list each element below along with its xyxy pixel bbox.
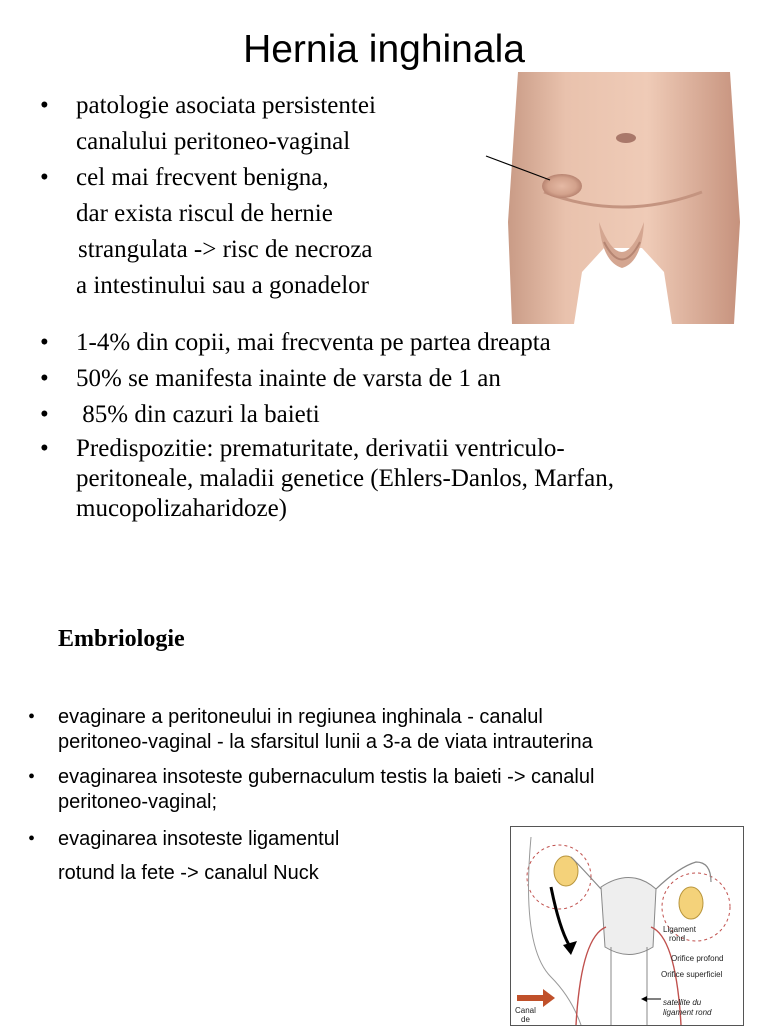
diagram-label-rond: rond (669, 934, 686, 943)
bullet-line: evaginarea insoteste ligamentul (58, 828, 340, 850)
stat-bullet-4 (40, 434, 614, 524)
diagram-label-orifice-superficiel: Orifice superficiel (661, 970, 723, 979)
bullet-dot: • (40, 401, 49, 428)
bullet-line: mucopolizaharidoze) (76, 495, 288, 522)
diagram-label-satellite: satellite du (663, 998, 702, 1007)
embryo-bullet-2 (28, 765, 594, 815)
bullet-line: 85% din cazuri la baieti (76, 401, 320, 428)
bullet-line: rotund la fete -> canalul Nuck (58, 862, 319, 884)
embryo-bullet-3 (28, 822, 339, 890)
stat-bullet-1 (40, 328, 551, 358)
stat-bullet-2 (40, 364, 501, 394)
bullet-line: canalului peritoneo-vaginal (76, 128, 351, 155)
uterus-ligament-illustration (511, 827, 743, 1025)
stat-bullet-3 (40, 400, 320, 430)
bullet-dot: • (40, 365, 49, 392)
intro-bullet-2 (40, 160, 373, 304)
bullet-dot: • (40, 435, 49, 462)
diagram-label-canal: Canal (515, 1006, 536, 1015)
diagram-label-orifice-profond: Orifice profond (671, 954, 724, 963)
slide-title: Hernia inghinala (243, 28, 525, 71)
bullet-line: patologie asociata persistentei (76, 92, 376, 119)
pointer-line (480, 150, 560, 190)
bullet-line: strangulata -> risc de necroza (78, 236, 373, 263)
bullet-line: evaginare a peritoneului in regiunea inghinala - canalul (58, 706, 543, 728)
bullet-dot: • (28, 828, 36, 850)
bullet-line: evaginarea insoteste gubernaculum testis la baieti -> canalul (58, 766, 595, 788)
bullet-line: Predispozitie: prematuritate, derivatii ventriculo- (76, 435, 565, 462)
embryology-heading: Embriologie (58, 626, 185, 652)
diagram-label-ligament: Ligament (663, 925, 696, 934)
bullet-line: peritoneo-vaginal; (58, 791, 217, 813)
bullet-dot: • (28, 766, 36, 788)
bullet-line: peritoneale, maladii genetice (Ehlers-Danlos, Marfan, (76, 465, 614, 492)
bullet-dot: • (28, 706, 36, 728)
bullet-line: dar exista riscul de hernie (76, 200, 333, 227)
abdomen-illustration (504, 72, 742, 324)
diagram-label-ligament-rond: ligament rond (663, 1008, 712, 1017)
bullet-dot: • (40, 164, 49, 191)
bullet-dot: • (40, 329, 49, 356)
bullet-line: 50% se manifesta inainte de varsta de 1 an (76, 365, 501, 392)
intro-bullet-1 (40, 88, 376, 160)
abdomen-photo (504, 72, 742, 324)
bullet-line: peritoneo-vaginal - la sfarsitul lunii a 3-a de viata intrauterina (58, 731, 593, 753)
diagram-label-de: de (521, 1015, 530, 1024)
bullet-line: a intestinului sau a gonadelor (76, 272, 369, 299)
bullet-dot: • (40, 92, 49, 119)
bullet-line: 1-4% din copii, mai frecventa pe partea dreapta (76, 329, 551, 356)
bullet-line: cel mai frecvent benigna, (76, 164, 329, 191)
anatomy-diagram (510, 826, 744, 1026)
embryo-bullet-1 (28, 705, 593, 755)
